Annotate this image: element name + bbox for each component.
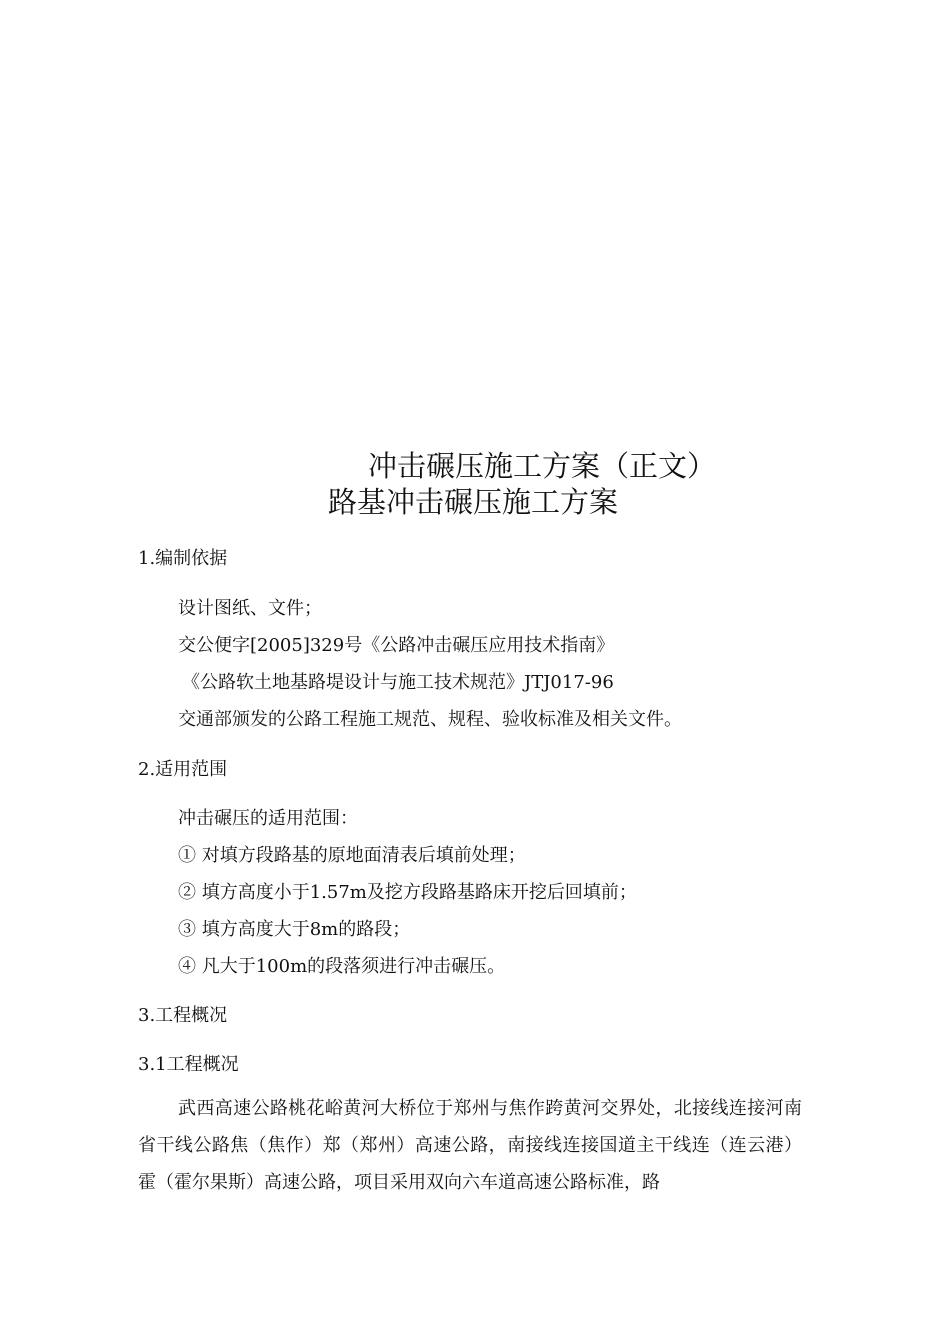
basis-item-3: 《公路软土地基路堤设计与施工技术规范》JTJ017-96	[182, 672, 614, 693]
scope-intro: 冲击碾压的适用范围：	[178, 808, 358, 829]
basis-item-2: 交公便字[2005]329号《公路冲击碾压应用技术指南》	[178, 635, 615, 656]
document-title: 冲击碾压施工方案（正文）	[368, 449, 717, 483]
project-overview-paragraph: 武西高速公路桃花峪黄河大桥位于郑州与焦作跨黄河交界处，北接线连接河南省干线公路焦（焦作）郑（郑州）高速公路，南接线连接国道主干线连（连云港）霍（霍尔果斯）高速公路，项目采用双向六车道高速公路标准，路	[138, 1098, 802, 1193]
document-subtitle: 路基冲击碾压施工方案	[328, 485, 619, 519]
section-1-heading: 1.编制依据	[138, 548, 228, 569]
basis-item-1: 设计图纸、文件；	[178, 598, 322, 619]
section-3-heading: 3.工程概况	[138, 1005, 228, 1026]
scope-item-3: ③ 填方高度大于8m的路段；	[178, 919, 411, 940]
basis-item-4: 交通部颁发的公路工程施工规范、规程、验收标准及相关文件。	[178, 709, 682, 730]
section-2-heading: 2.适用范围	[138, 759, 228, 780]
scope-item-2: ② 填方高度小于1.57m及挖方段路基路床开挖后回填前；	[178, 882, 637, 903]
section-3-1-heading: 3.1工程概况	[138, 1054, 239, 1075]
scope-item-1: ① 对填方段路基的原地面清表后填前处理；	[178, 845, 526, 866]
scope-item-4: ④ 凡大于100m的段落须进行冲击碾压。	[178, 956, 506, 977]
